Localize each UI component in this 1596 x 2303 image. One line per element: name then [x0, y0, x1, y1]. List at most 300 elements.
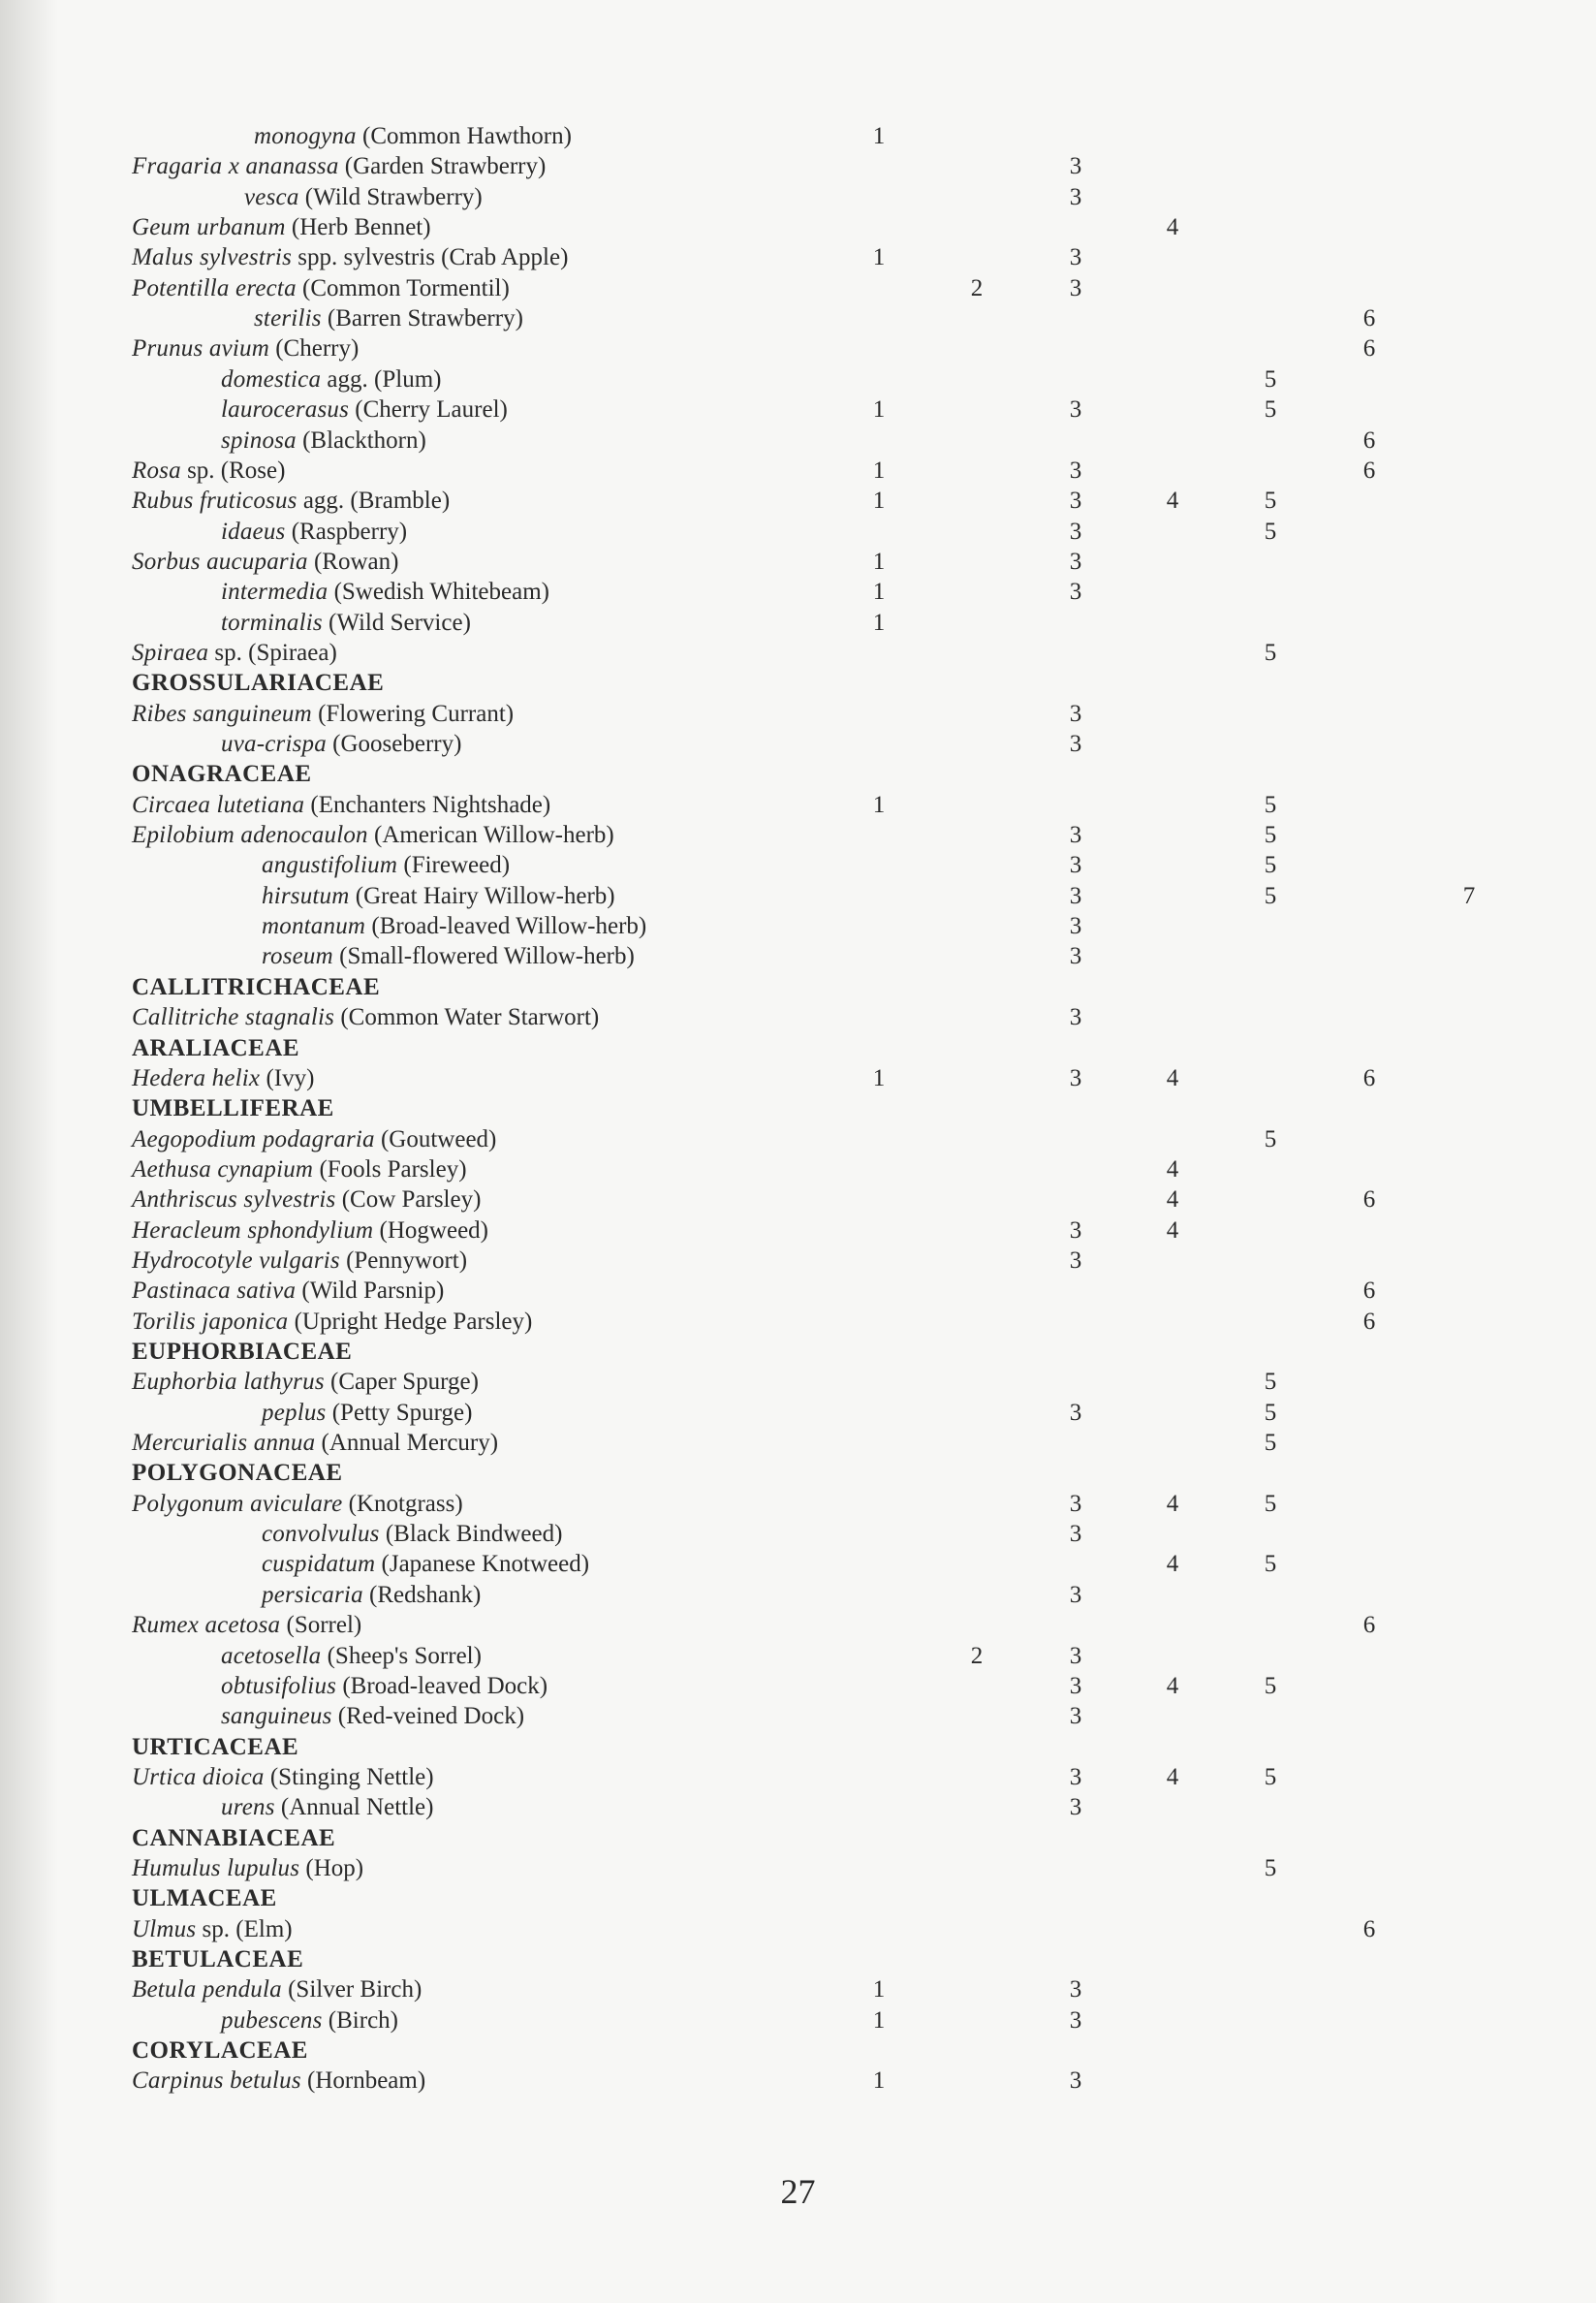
species-name — [254, 303, 523, 334]
latin-name: intermedia — [221, 579, 329, 606]
habitat-code-col1: 1 — [872, 457, 886, 484]
species-row — [0, 333, 1596, 364]
family-heading — [0, 1823, 1596, 1854]
habitat-code-col3: 3 — [1069, 1976, 1082, 2003]
species-name — [221, 577, 549, 608]
species-row — [0, 850, 1596, 881]
latin-name: spinosa — [221, 426, 297, 454]
habitat-code-col3: 3 — [1069, 852, 1082, 879]
species-name — [132, 1002, 599, 1033]
species-row — [0, 1246, 1596, 1277]
common-name: (Flowering Currant) — [311, 700, 515, 727]
latin-name: Ulmus — [132, 1915, 197, 1942]
latin-name: Urtica dioica — [132, 1763, 265, 1790]
habitat-code-col6: 6 — [1362, 1278, 1376, 1305]
habitat-code-col7: 7 — [1462, 882, 1476, 909]
latin-name: Potentilla erecta — [132, 274, 297, 301]
family-name: ARALIACEAE — [132, 1034, 300, 1061]
latin-name: Epilobium adenocaulon — [132, 822, 368, 849]
species-row — [0, 426, 1596, 457]
species-name — [221, 364, 441, 395]
common-name: (American Willow-herb) — [367, 822, 614, 849]
species-row — [0, 121, 1596, 152]
latin-name: Aegopodium podagraria — [132, 1125, 375, 1152]
habitat-code-col1: 1 — [872, 2006, 886, 2034]
species-row — [0, 212, 1596, 243]
habitat-code-col6: 6 — [1362, 457, 1376, 484]
species-row — [0, 1610, 1596, 1641]
habitat-code-col3: 3 — [1069, 1794, 1082, 1821]
species-row — [0, 1549, 1596, 1580]
species-row — [0, 1276, 1596, 1307]
common-name: (Birch) — [322, 2006, 398, 2034]
habitat-code-col1: 1 — [872, 2067, 886, 2095]
species-name — [221, 1671, 548, 1702]
common-name: (Hogweed) — [373, 1216, 488, 1244]
latin-name: uva-crispa — [221, 731, 327, 757]
habitat-code-col1: 1 — [872, 488, 886, 515]
common-name: (Sorrel) — [280, 1612, 362, 1639]
common-name: (Fireweed) — [397, 852, 511, 879]
species-name — [262, 1398, 472, 1429]
habitat-code-col3: 3 — [1069, 457, 1082, 484]
species-name — [132, 1428, 498, 1459]
species-row — [0, 941, 1596, 972]
common-name: (Silver Birch) — [281, 1976, 422, 2003]
common-name: (Knotgrass) — [342, 1490, 463, 1517]
species-row — [0, 303, 1596, 334]
species-name — [132, 2066, 425, 2097]
common-name: agg. (Plum) — [321, 365, 442, 393]
family-name: UMBELLIFERAE — [132, 1095, 334, 1122]
latin-name: Hedera helix — [132, 1064, 261, 1091]
species-row — [0, 1215, 1596, 1246]
species-name — [262, 941, 635, 972]
habitat-code-col1: 1 — [872, 123, 886, 149]
latin-name: Geum urbanum — [132, 214, 286, 241]
latin-name: Rumex acetosa — [132, 1612, 281, 1639]
species-name — [132, 1124, 496, 1155]
species-row — [0, 1641, 1596, 1672]
species-name — [132, 699, 514, 730]
habitat-code-col5: 5 — [1264, 639, 1277, 666]
common-name: (Barren Strawberry) — [321, 305, 523, 332]
species-name — [132, 820, 614, 851]
species-row — [0, 881, 1596, 912]
family-name: BETULACEAE — [132, 1946, 304, 1972]
latin-name: Heracleum sphondylium — [132, 1216, 374, 1244]
latin-name: Rosa — [132, 457, 181, 484]
page-number: 27 — [780, 2172, 816, 2211]
latin-name: Circaea lutetiana — [132, 791, 305, 818]
common-name: (Great Hairy Willow-herb) — [349, 882, 615, 909]
common-name: (Upright Hedge Parsley) — [288, 1308, 533, 1335]
habitat-code-col5: 5 — [1264, 1763, 1277, 1790]
common-name: (Wild Service) — [322, 609, 471, 636]
species-row — [0, 1671, 1596, 1702]
species-name — [262, 1580, 481, 1611]
species-name — [221, 517, 407, 548]
habitat-code-col3: 3 — [1069, 1216, 1082, 1244]
species-name — [132, 212, 431, 243]
latin-name: Callitriche stagnalis — [132, 1004, 335, 1031]
family-name: URTICACEAE — [132, 1733, 299, 1760]
species-name — [262, 850, 510, 881]
species-row — [0, 1701, 1596, 1732]
species-row — [0, 577, 1596, 608]
habitat-code-col1: 1 — [872, 1976, 886, 2003]
latin-name: vesca — [244, 183, 299, 210]
species-name — [132, 1853, 363, 1884]
latin-name: convolvulus — [262, 1521, 380, 1548]
common-name: (Garden Strawberry) — [338, 153, 547, 180]
species-name — [262, 1519, 562, 1550]
common-name: (Hop) — [299, 1854, 364, 1881]
habitat-code-col5: 5 — [1264, 396, 1277, 424]
common-name: (Ivy) — [260, 1064, 315, 1091]
species-name — [132, 790, 550, 821]
habitat-code-col4: 4 — [1166, 1216, 1179, 1244]
habitat-code-col3: 3 — [1069, 518, 1082, 545]
habitat-code-col3: 3 — [1069, 1490, 1082, 1517]
species-name — [221, 1792, 433, 1823]
latin-name: roseum — [262, 943, 333, 970]
latin-name: Euphorbia lathyrus — [132, 1369, 325, 1396]
family-name: GROSSULARIACEAE — [132, 670, 385, 697]
family-name: ONAGRACEAE — [132, 761, 312, 788]
common-name: (Wild Strawberry) — [298, 183, 483, 210]
habitat-code-col3: 3 — [1069, 244, 1082, 271]
common-name: (Fools Parsley) — [313, 1155, 467, 1183]
species-name — [262, 911, 646, 942]
habitat-code-col3: 3 — [1069, 1521, 1082, 1548]
common-name: (Caper Spurge) — [324, 1369, 479, 1396]
family-name: CALLITRICHACEAE — [132, 973, 381, 1000]
habitat-code-col5: 5 — [1264, 791, 1277, 818]
common-name: spp. sylvestris (Crab Apple) — [292, 244, 569, 271]
species-row — [0, 1002, 1596, 1033]
species-name — [221, 426, 426, 457]
habitat-code-col3: 3 — [1069, 396, 1082, 424]
habitat-code-col4: 4 — [1166, 1064, 1179, 1091]
habitat-code-col5: 5 — [1264, 1672, 1277, 1699]
common-name: (Stinging Nettle) — [264, 1763, 434, 1790]
species-name — [262, 881, 615, 912]
species-row — [0, 242, 1596, 273]
latin-name: Anthriscus sylvestris — [132, 1186, 336, 1214]
common-name: (Pennywort) — [339, 1246, 468, 1274]
species-name — [132, 273, 510, 304]
common-name: (Annual Nettle) — [274, 1794, 434, 1821]
latin-name: Hydrocotyle vulgaris — [132, 1246, 340, 1274]
species-name — [132, 1307, 532, 1338]
latin-name: urens — [221, 1794, 275, 1821]
species-row — [0, 1063, 1596, 1094]
habitat-code-col4: 4 — [1166, 1155, 1179, 1183]
common-name: (Enchanters Nightshade) — [304, 791, 551, 818]
habitat-code-col1: 1 — [872, 579, 886, 606]
species-name — [221, 394, 508, 426]
common-name: (Wild Parsnip) — [296, 1278, 445, 1305]
species-name — [132, 1762, 434, 1793]
habitat-code-col1: 1 — [872, 609, 886, 636]
habitat-code-col5: 5 — [1264, 822, 1277, 849]
family-heading — [0, 759, 1596, 790]
common-name: (Red-veined Dock) — [331, 1703, 525, 1730]
latin-name: Pastinaca sativa — [132, 1278, 297, 1305]
species-row — [0, 1792, 1596, 1823]
habitat-code-col3: 3 — [1069, 882, 1082, 909]
species-name — [221, 2005, 398, 2036]
latin-name: peplus — [262, 1399, 327, 1426]
species-row — [0, 151, 1596, 182]
habitat-code-col3: 3 — [1069, 548, 1082, 575]
species-row — [0, 1367, 1596, 1398]
species-name — [221, 1701, 524, 1732]
latin-name: Prunus avium — [132, 335, 269, 363]
family-heading — [0, 668, 1596, 699]
latin-name: acetosella — [221, 1642, 322, 1669]
species-name — [132, 1063, 314, 1094]
common-name: (Swedish Whitebeam) — [328, 579, 549, 606]
common-name: (Annual Mercury) — [315, 1430, 499, 1457]
latin-name: Torilis japonica — [132, 1308, 289, 1335]
species-name — [132, 456, 285, 487]
common-name: (Petty Spurge) — [326, 1399, 473, 1426]
species-row — [0, 273, 1596, 304]
habitat-code-col1: 1 — [872, 791, 886, 818]
species-name — [132, 1276, 444, 1307]
species-row — [0, 1398, 1596, 1429]
family-heading — [0, 1033, 1596, 1064]
habitat-code-col3: 3 — [1069, 153, 1082, 180]
species-row — [0, 2005, 1596, 2036]
common-name: (Common Tormentil) — [296, 274, 510, 301]
latin-name: persicaria — [262, 1581, 363, 1608]
habitat-code-col6: 6 — [1362, 1612, 1376, 1639]
family-heading — [0, 1093, 1596, 1124]
common-name: (Cherry Laurel) — [349, 396, 508, 424]
species-row — [0, 1428, 1596, 1459]
latin-name: pubescens — [221, 2006, 323, 2034]
common-name: (Common Water Starwort) — [334, 1004, 600, 1031]
latin-name: Ribes sanguineum — [132, 700, 312, 727]
species-row — [0, 182, 1596, 213]
habitat-code-col4: 4 — [1166, 1763, 1179, 1790]
common-name: sp. (Rose) — [180, 457, 286, 484]
common-name: (Blackthorn) — [296, 426, 426, 454]
habitat-code-col1: 1 — [872, 396, 886, 424]
common-name: (Sheep's Sorrel) — [321, 1642, 482, 1669]
species-row — [0, 517, 1596, 548]
habitat-code-col5: 5 — [1264, 1399, 1277, 1426]
habitat-code-col3: 3 — [1069, 1703, 1082, 1730]
species-name — [244, 182, 483, 213]
family-heading — [0, 1337, 1596, 1368]
habitat-code-col6: 6 — [1362, 1915, 1376, 1942]
species-name — [132, 151, 546, 182]
habitat-code-col5: 5 — [1264, 488, 1277, 515]
latin-name: Rubus fruticosus — [132, 488, 297, 515]
family-heading — [0, 1458, 1596, 1489]
habitat-code-col5: 5 — [1264, 1125, 1277, 1152]
habitat-code-col3: 3 — [1069, 1246, 1082, 1274]
latin-name: laurocerasus — [221, 396, 350, 424]
species-name — [254, 121, 572, 152]
species-name — [132, 1610, 361, 1641]
species-row — [0, 486, 1596, 517]
species-row — [0, 1154, 1596, 1185]
species-row — [0, 1914, 1596, 1945]
latin-name: angustifolium — [262, 852, 398, 879]
species-name — [132, 1367, 479, 1398]
species-name — [221, 608, 471, 639]
latin-name: Humulus lupulus — [132, 1854, 300, 1881]
habitat-code-col3: 3 — [1069, 943, 1082, 970]
species-name — [262, 1549, 589, 1580]
habitat-code-col3: 3 — [1069, 1763, 1082, 1790]
common-name: (Rowan) — [307, 548, 399, 575]
latin-name: Polygonum aviculare — [132, 1490, 343, 1517]
habitat-code-col4: 4 — [1166, 1551, 1179, 1578]
species-row — [0, 1124, 1596, 1155]
species-name — [132, 1914, 293, 1945]
habitat-code-col5: 5 — [1264, 882, 1277, 909]
species-row — [0, 1580, 1596, 1611]
latin-name: sterilis — [254, 305, 322, 332]
habitat-code-col3: 3 — [1069, 1399, 1082, 1426]
species-name — [132, 1215, 488, 1246]
habitat-code-col5: 5 — [1264, 852, 1277, 879]
habitat-code-col3: 3 — [1069, 1672, 1082, 1699]
common-name: (Common Hawthorn) — [356, 123, 572, 149]
habitat-code-col3: 3 — [1069, 579, 1082, 606]
habitat-code-col5: 5 — [1264, 1430, 1277, 1457]
habitat-code-col3: 3 — [1069, 913, 1082, 940]
family-name: EUPHORBIACEAE — [132, 1339, 353, 1365]
common-name: (Black Bindweed) — [379, 1521, 563, 1548]
habitat-code-col5: 5 — [1264, 1490, 1277, 1517]
family-name: CANNABIACEAE — [132, 1824, 336, 1851]
species-name — [221, 1641, 482, 1672]
habitat-code-col3: 3 — [1069, 2006, 1082, 2034]
habitat-code-col3: 3 — [1069, 183, 1082, 210]
habitat-code-col3: 3 — [1069, 2067, 1082, 2095]
species-name — [132, 333, 359, 364]
species-row — [0, 608, 1596, 639]
species-name — [132, 242, 568, 273]
habitat-code-col4: 4 — [1166, 214, 1179, 241]
species-row — [0, 2066, 1596, 2097]
species-name — [132, 1246, 467, 1277]
habitat-code-col5: 5 — [1264, 365, 1277, 393]
family-heading — [0, 1883, 1596, 1914]
common-name: (Herb Bennet) — [285, 214, 431, 241]
habitat-code-col3: 3 — [1069, 274, 1082, 301]
species-row — [0, 1974, 1596, 2005]
species-row — [0, 729, 1596, 760]
habitat-code-col6: 6 — [1362, 305, 1376, 332]
latin-name: Betula pendula — [132, 1976, 282, 2003]
habitat-code-col3: 3 — [1069, 731, 1082, 757]
common-name: (Gooseberry) — [326, 731, 462, 757]
habitat-code-col6: 6 — [1362, 1308, 1376, 1335]
family-heading — [0, 2035, 1596, 2066]
family-heading — [0, 1732, 1596, 1763]
habitat-code-col6: 6 — [1362, 1186, 1376, 1214]
species-row — [0, 1853, 1596, 1884]
latin-name: Mercurialis annua — [132, 1430, 316, 1457]
species-name — [132, 1489, 463, 1520]
common-name: (Small-flowered Willow-herb) — [332, 943, 635, 970]
species-row — [0, 394, 1596, 426]
species-row — [0, 547, 1596, 578]
latin-name: Aethusa cynapium — [132, 1155, 314, 1183]
species-name — [132, 486, 450, 517]
habitat-code-col3: 3 — [1069, 822, 1082, 849]
species-row — [0, 364, 1596, 395]
common-name: (Hornbeam) — [300, 2067, 426, 2095]
habitat-code-col6: 6 — [1362, 426, 1376, 454]
habitat-code-col5: 5 — [1264, 1369, 1277, 1396]
family-name: POLYGONACEAE — [132, 1460, 343, 1487]
latin-name: obtusifolius — [221, 1672, 337, 1699]
species-name — [221, 729, 461, 760]
common-name: sp. (Spiraea) — [208, 639, 337, 666]
latin-name: Malus sylvestris — [132, 244, 292, 271]
species-row — [0, 1519, 1596, 1550]
habitat-code-col6: 6 — [1362, 1064, 1376, 1091]
common-name: (Goutweed) — [374, 1125, 497, 1152]
habitat-code-col5: 5 — [1264, 1854, 1277, 1881]
latin-name: hirsutum — [262, 882, 350, 909]
family-name: ULMACEAE — [132, 1885, 277, 1912]
species-row — [0, 1762, 1596, 1793]
latin-name: torminalis — [221, 609, 323, 636]
species-row — [0, 1184, 1596, 1215]
habitat-code-col3: 3 — [1069, 1642, 1082, 1669]
species-name — [132, 1974, 422, 2005]
species-row — [0, 638, 1596, 669]
habitat-code-col2: 2 — [970, 1642, 984, 1669]
habitat-code-col3: 3 — [1069, 1004, 1082, 1031]
latin-name: Sorbus aucuparia — [132, 548, 308, 575]
habitat-code-col4: 4 — [1166, 1186, 1179, 1214]
habitat-code-col1: 1 — [872, 548, 886, 575]
latin-name: montanum — [262, 913, 366, 940]
latin-name: Fragaria x ananassa — [132, 153, 339, 180]
common-name: agg. (Bramble) — [297, 488, 451, 515]
latin-name: monogyna — [254, 123, 357, 149]
common-name: (Cow Parsley) — [335, 1186, 482, 1214]
family-heading — [0, 972, 1596, 1003]
habitat-code-col1: 1 — [872, 244, 886, 271]
latin-name: idaeus — [221, 518, 286, 545]
species-row — [0, 1307, 1596, 1338]
latin-name: Carpinus betulus — [132, 2067, 301, 2095]
latin-name: sanguineus — [221, 1703, 332, 1730]
habitat-code-col1: 1 — [872, 1064, 886, 1091]
family-name: CORYLACEAE — [132, 2037, 308, 2065]
habitat-code-col3: 3 — [1069, 1064, 1082, 1091]
common-name: (Raspberry) — [285, 518, 408, 545]
species-name — [132, 547, 398, 578]
habitat-code-col4: 4 — [1166, 1672, 1179, 1699]
species-row — [0, 790, 1596, 821]
habitat-code-col4: 4 — [1166, 1490, 1179, 1517]
latin-name: Spiraea — [132, 639, 209, 666]
habitat-code-col2: 2 — [970, 274, 984, 301]
